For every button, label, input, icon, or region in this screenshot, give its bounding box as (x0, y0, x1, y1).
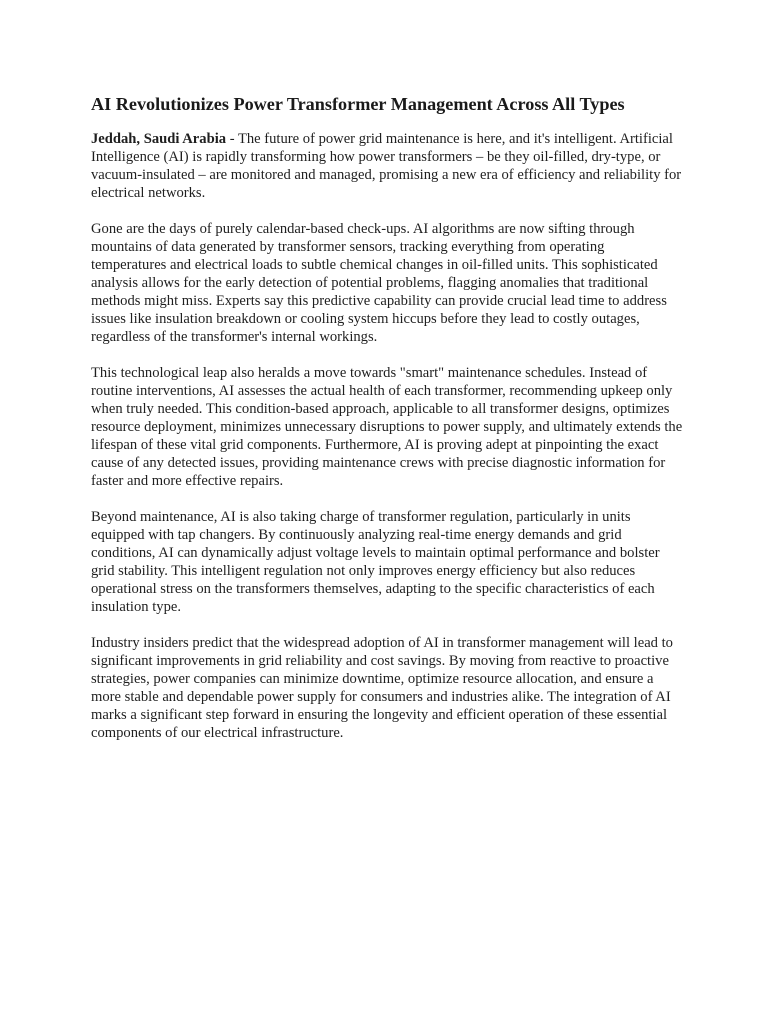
paragraph-smart-maintenance: This technological leap also heralds a move towards "smart" maintenance schedules. Instead of routine interventions, AI assesses the actual health of each transformer, recommending upkeep only when truly needed. This condition-based approach, applicable to all transformer designs, optimizes resource deployment, minimizes unnecessary disruptions to power supply, and ultimately extends the lifespan of these vital grid components. Furthermore, AI is proving adept at pinpointing the exact cause of any detected issues, providing maintenance crews with precise diagnostic information for faster and more effective repairs. (91, 365, 683, 489)
lead-text: - The future of power grid maintenance is here, and it's intelligent. Artificial Intelligence (AI) is rapidly transforming how power transformers – be they oil-filled, dry-type, or vacuum-insulated – are monitored and managed, promising a new era of efficiency and reliability for electrical networks. (91, 131, 682, 201)
paragraph-industry-outlook: Industry insiders predict that the widespread adoption of AI in transformer management will lead to significant improvements in grid reliability and cost savings. By moving from reactive to proactive strategies, power companies can minimize downtime, optimize resource allocation, and ensure a more stable and dependable power supply for consumers and industries alike. The integration of AI marks a significant step forward in ensuring the longevity and efficient operation of these essential components of our electrical infrastructure. (91, 635, 673, 741)
article-headline: AI Revolutionizes Power Transformer Management Across All Types (91, 94, 625, 114)
article-body (91, 92, 683, 760)
paragraph-predictive-analysis: Gone are the days of purely calendar-based check-ups. AI algorithms are now sifting through mountains of data generated by transformer sensors, tracking everything from operating temperatures and electrical loads to subtle chemical changes in oil-filled units. This sophisticated analysis allows for the early detection of potential problems, flagging anomalies that traditional methods might miss. Experts say this predictive capability can provide crucial lead time to address issues like insulation breakdown or cooling system hiccups before they lead to costly outages, regardless of the transformer's internal workings. (91, 221, 667, 345)
lead-paragraph (91, 130, 683, 202)
paragraph-regulation: Beyond maintenance, AI is also taking charge of transformer regulation, particularly in units equipped with tap changers. By continuously analyzing real-time energy demands and grid conditions, AI can dynamically adjust voltage levels to maintain optimal performance and bolster grid stability. This intelligent regulation not only improves energy efficiency but also reduces operational stress on the transformers themselves, adapting to the specific characteristics of each insulation type. (91, 509, 660, 615)
dateline: Jeddah, Saudi Arabia (91, 131, 227, 147)
